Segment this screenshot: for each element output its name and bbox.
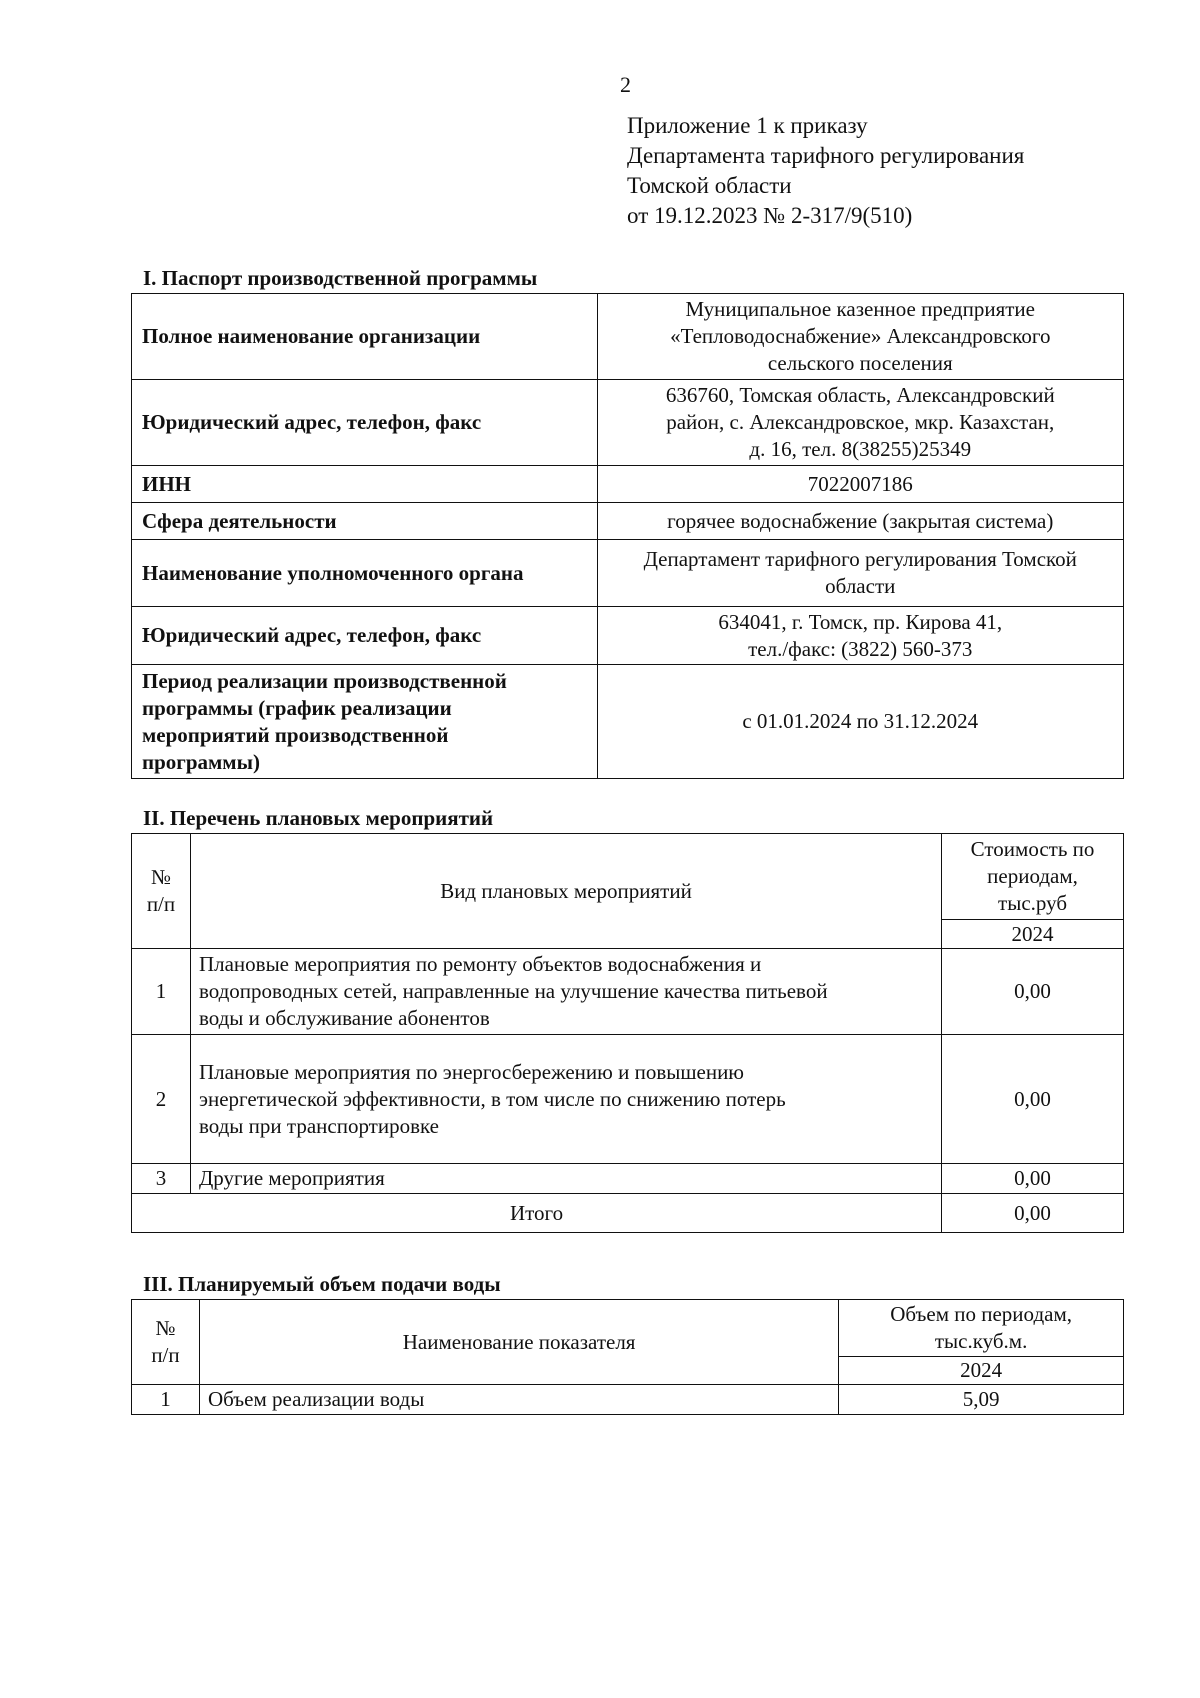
table-header-row [132,834,1124,920]
table-row [132,294,1124,380]
row-value: Муниципальное казенное предприятие «Тепловодоснабжение» Александровского сельского поселения [597,294,1123,380]
table-row [132,466,1124,503]
row-cost: 0,00 [942,1035,1124,1164]
measures-table [131,833,1124,1233]
table-row [132,540,1124,607]
header-name: Наименование показателя [199,1300,838,1385]
row-cost: 0,00 [942,1164,1124,1194]
row-num: 1 [132,1385,200,1415]
table-header-row [132,1300,1124,1357]
header-year: 2024 [942,920,1124,949]
row-value: 636760, Томская область, Александровский район, с. Александровское, мкр. Казахстан, д. 16, тел. 8(38255)25349 [597,380,1123,466]
row-label: Наименование уполномоченного органа [132,540,598,607]
annex-header [627,111,1024,231]
row-num: 2 [132,1035,191,1164]
row-text: Другие мероприятия [190,1164,941,1194]
header-kind: Вид плановых мероприятий [190,834,941,949]
row-label: Период реализации производственной программы (график реализации мероприятий производственной программы) [132,665,598,779]
table-row [132,503,1124,540]
row-label: Юридический адрес, телефон, факс [132,607,598,665]
header-cost: Стоимость по периодам, тыс.руб [942,834,1124,920]
row-num: 1 [132,949,191,1035]
annex-line: Департамента тарифного регулирования [627,143,1025,168]
row-value: 5,09 [839,1385,1124,1415]
section-3-title: III. Планируемый объем подачи воды [143,1272,501,1296]
table-row [132,1164,1124,1194]
total-row [132,1194,1124,1233]
water-volume-table [131,1299,1124,1415]
table-row [132,665,1124,779]
row-label: ИНН [132,466,598,503]
annex-line: от 19.12.2023 № 2-317/9(510) [627,203,913,228]
row-value: Департамент тарифного регулирования Томской области [597,540,1123,607]
section-1-title: I. Паспорт производственной программы [143,266,538,290]
row-num: 3 [132,1164,191,1194]
row-label: Полное наименование организации [132,294,598,380]
row-cost: 0,00 [942,949,1124,1035]
table-row [132,1035,1124,1164]
row-text: Плановые мероприятия по ремонту объектов водоснабжения и водопроводных сетей, направленные на улучшение качества питьевой воды и обслуживание абонентов [190,949,941,1035]
row-value: горячее водоснабжение (закрытая система) [597,503,1123,540]
table-row [132,949,1124,1035]
annex-line: Томской области [627,173,792,198]
table-row [132,1385,1124,1415]
header-year: 2024 [839,1357,1124,1385]
row-value: 7022007186 [597,466,1123,503]
row-label: Юридический адрес, телефон, факс [132,380,598,466]
section-2-title: II. Перечень плановых мероприятий [143,806,494,830]
total-value: 0,00 [942,1194,1124,1233]
header-volume: Объем по периодам, тыс.куб.м. [839,1300,1124,1357]
row-text: Плановые мероприятия по энергосбережению и повышению энергетической эффективности, в том числе по снижению потерь воды при транспортировке [190,1035,941,1164]
table-row [132,380,1124,466]
table-row [132,607,1124,665]
row-label: Сфера деятельности [132,503,598,540]
page-number: 2 [620,72,631,97]
passport-table [131,293,1124,779]
header-num: № п/п [132,834,191,949]
row-name: Объем реализации воды [199,1385,838,1415]
row-value: с 01.01.2024 по 31.12.2024 [597,665,1123,779]
annex-line: Приложение 1 к приказу [627,113,868,138]
row-value: 634041, г. Томск, пр. Кирова 41, тел./факс: (3822) 560-373 [597,607,1123,665]
header-num: № п/п [132,1300,200,1385]
total-label: Итого [132,1194,942,1233]
